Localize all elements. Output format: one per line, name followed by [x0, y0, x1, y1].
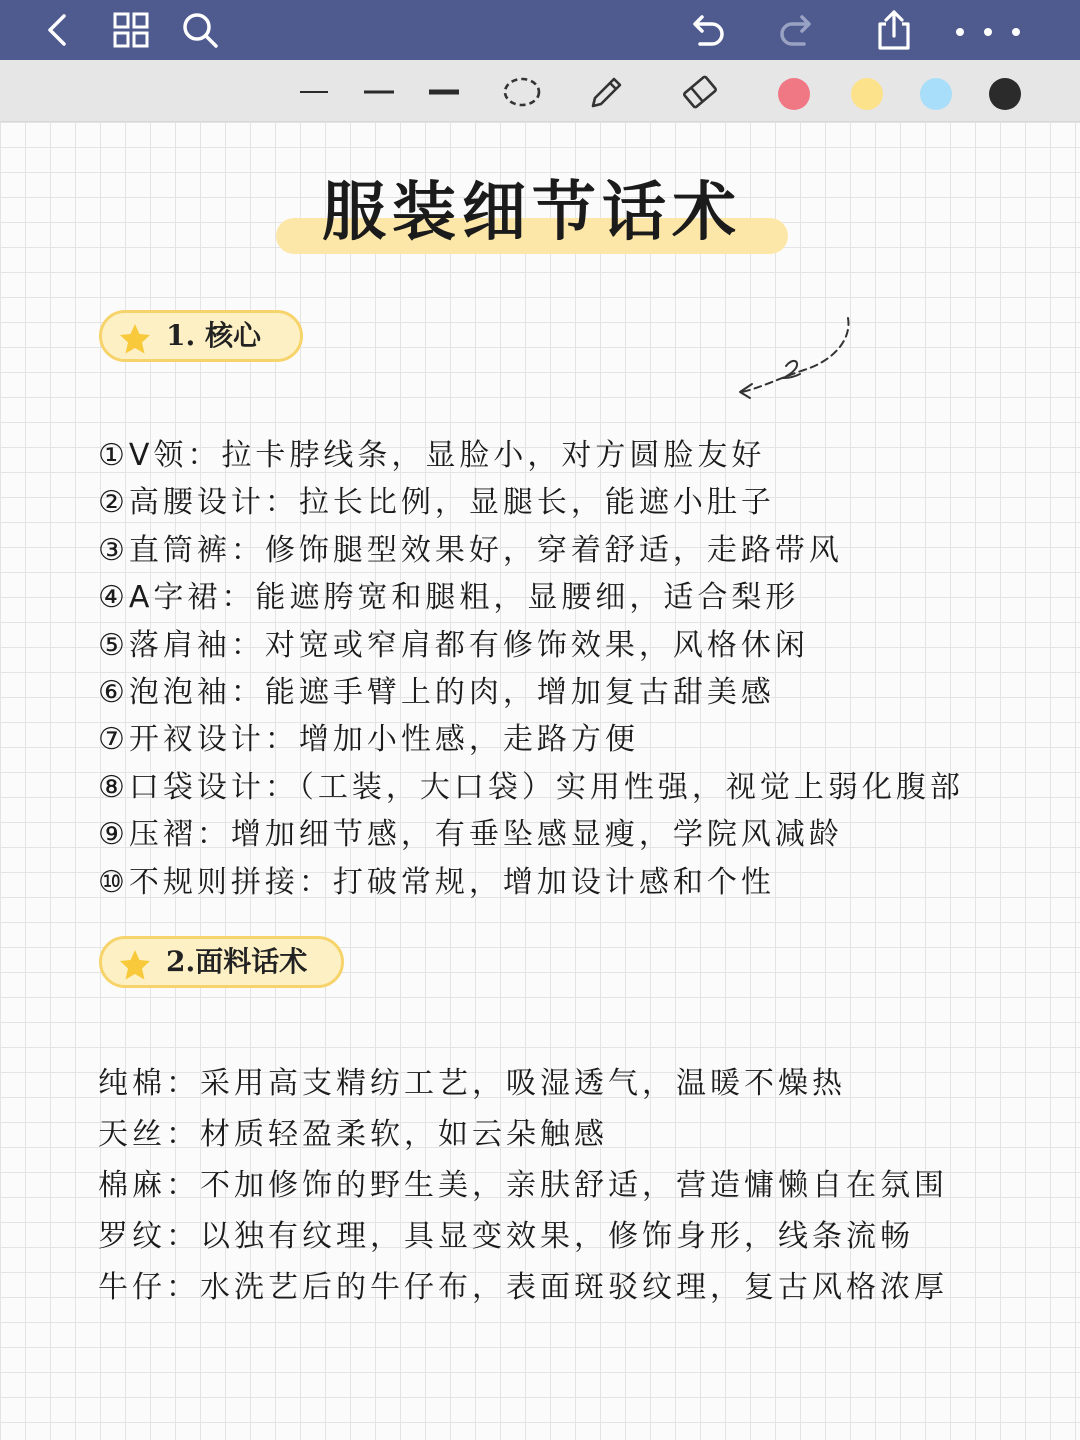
pencil-icon[interactable] [584, 70, 628, 114]
eraser-icon[interactable] [678, 70, 722, 114]
back-icon[interactable] [36, 8, 80, 52]
grid-icon[interactable] [109, 8, 153, 52]
note-title: 服装细节话术 [322, 176, 742, 250]
list-item: ①V领：拉卡脖线条，显脸小，对方圆脸友好 [98, 438, 766, 473]
list-item: ④A字裙：能遮胯宽和腿粗，显腰细，适合梨形 [98, 580, 800, 616]
fabric-tips-list [98, 1058, 948, 1313]
more-icon[interactable] [950, 8, 1026, 52]
section-core-label: 1. 核心 [166, 319, 261, 352]
list-item: 纯棉：采用高支精纺工艺，吸湿透气，温暖不燥热 [98, 1066, 846, 1101]
section-fabric-badge [99, 936, 344, 988]
section-fabric-label: 2.面料话术 [166, 945, 308, 978]
section-core-badge [99, 310, 303, 362]
list-item: ⑤落肩袖：对宽或窄肩都有修饰效果，风格休闲 [98, 627, 809, 663]
core-tips-list [98, 432, 964, 906]
pen-color-blue[interactable] [920, 78, 952, 110]
list-item: 牛仔：水洗艺后的牛仔布，表面斑驳纹理，复古风格浓厚 [98, 1270, 948, 1305]
pen-color-yellow[interactable] [851, 78, 883, 110]
pen-color-black[interactable] [989, 78, 1021, 110]
search-icon[interactable] [178, 8, 222, 52]
list-item: ⑧口袋设计：（工装，大口袋）实用性强，视觉上弱化腹部 [98, 769, 964, 805]
thick-line-icon[interactable] [422, 70, 466, 114]
pen-color-pink[interactable] [778, 78, 810, 110]
undo-icon[interactable] [684, 8, 728, 52]
list-item: ⑦开衩设计：增加小性感，走路方便 [98, 722, 639, 758]
list-item: ⑩不规则拼接：打破常规，增加设计感和个性 [98, 864, 775, 900]
list-item: 天丝：材质轻盈柔软，如云朵触感 [98, 1117, 608, 1152]
list-item: ②高腰设计：拉长比例，显腿长，能遮小肚子 [98, 485, 775, 521]
thin-line-icon[interactable] [292, 70, 336, 114]
star-icon [118, 322, 152, 356]
redo-icon[interactable] [776, 8, 820, 52]
share-icon[interactable] [872, 8, 916, 52]
drawing-toolbar [0, 60, 1080, 122]
list-item: 罗纹：以独有纹理，具显变效果，修饰身形，线条流畅 [98, 1219, 914, 1254]
app-header [0, 0, 1080, 60]
list-item: ③直筒裤：修饰腿型效果好，穿着舒适，走路带风 [98, 532, 843, 568]
lasso-icon[interactable] [500, 70, 544, 114]
list-item: ⑨压褶：增加细节感，有垂坠感显瘦，学院风减龄 [98, 817, 843, 853]
medium-line-icon[interactable] [357, 70, 401, 114]
list-item: 棉麻：不加修饰的野生美，亲肤舒适，营造慵懒自在氛围 [98, 1168, 948, 1203]
hand-drawn-arrow-icon [730, 312, 860, 404]
list-item: ⑥泡泡袖：能遮手臂上的肉，增加复古甜美感 [98, 674, 775, 710]
note-title-block [276, 170, 788, 260]
star-icon [118, 948, 152, 982]
